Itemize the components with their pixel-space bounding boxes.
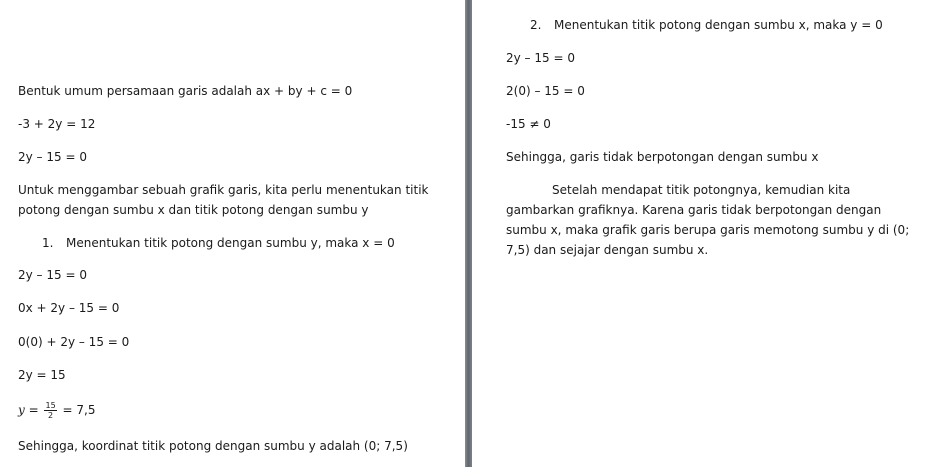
step-heading: Menentukan titik potong dengan sumbu y, maka x = 0 (66, 236, 395, 250)
equation-line: 0(0) + 2y – 15 = 0 (18, 335, 130, 349)
general-form-text: Bentuk umum persamaan garis adalah ax + by + c = 0 (18, 84, 353, 98)
equation-line: 2y – 15 = 0 (18, 268, 87, 282)
closing-paragraph: Setelah mendapat titik potongnya, kemudian kita gambarkan grafiknya. Karena garis tidak berpotongan dengan sumbu x, maka grafik garis berupa garis memotong sumbu y di (0; 7,5) dan sejajar dengan sumbu x. (506, 183, 910, 257)
list-number: 2. (530, 18, 542, 32)
document-page-left (0, 0, 465, 467)
equation-line: 2y – 15 = 0 (18, 150, 87, 164)
equation-line: -3 + 2y = 12 (18, 117, 96, 131)
equation-line: 2y – 15 = 0 (506, 51, 575, 65)
conclusion-text: Sehingga, garis tidak berpotongan dengan sumbu x (506, 150, 819, 164)
fraction-equation (18, 396, 95, 424)
fraction-lhs: y = (18, 403, 39, 417)
intro-paragraph: Untuk menggambar sebuah grafik garis, kita perlu menentukan titik potong dengan sumbu x dan titik potong dengan sumbu y (18, 183, 429, 217)
conclusion-text: Sehingga, koordinat titik potong dengan sumbu y adalah (0; 7,5) (18, 439, 408, 453)
equation-line: 2(0) – 15 = 0 (506, 84, 585, 98)
equation-line: 2y = 15 (18, 368, 66, 382)
fraction (44, 401, 56, 420)
equation-line: 0x + 2y – 15 = 0 (18, 301, 120, 315)
list-number: 1. (42, 236, 54, 250)
equation-line: -15 ≠ 0 (506, 117, 551, 131)
page-divider (465, 0, 472, 467)
fraction-rhs: = 7,5 (62, 403, 96, 417)
fraction-denominator: 2 (48, 411, 54, 420)
fraction-numerator: 15 (45, 401, 56, 410)
step-heading: Menentukan titik potong dengan sumbu x, maka y = 0 (554, 18, 883, 32)
document-page-right (472, 0, 939, 467)
